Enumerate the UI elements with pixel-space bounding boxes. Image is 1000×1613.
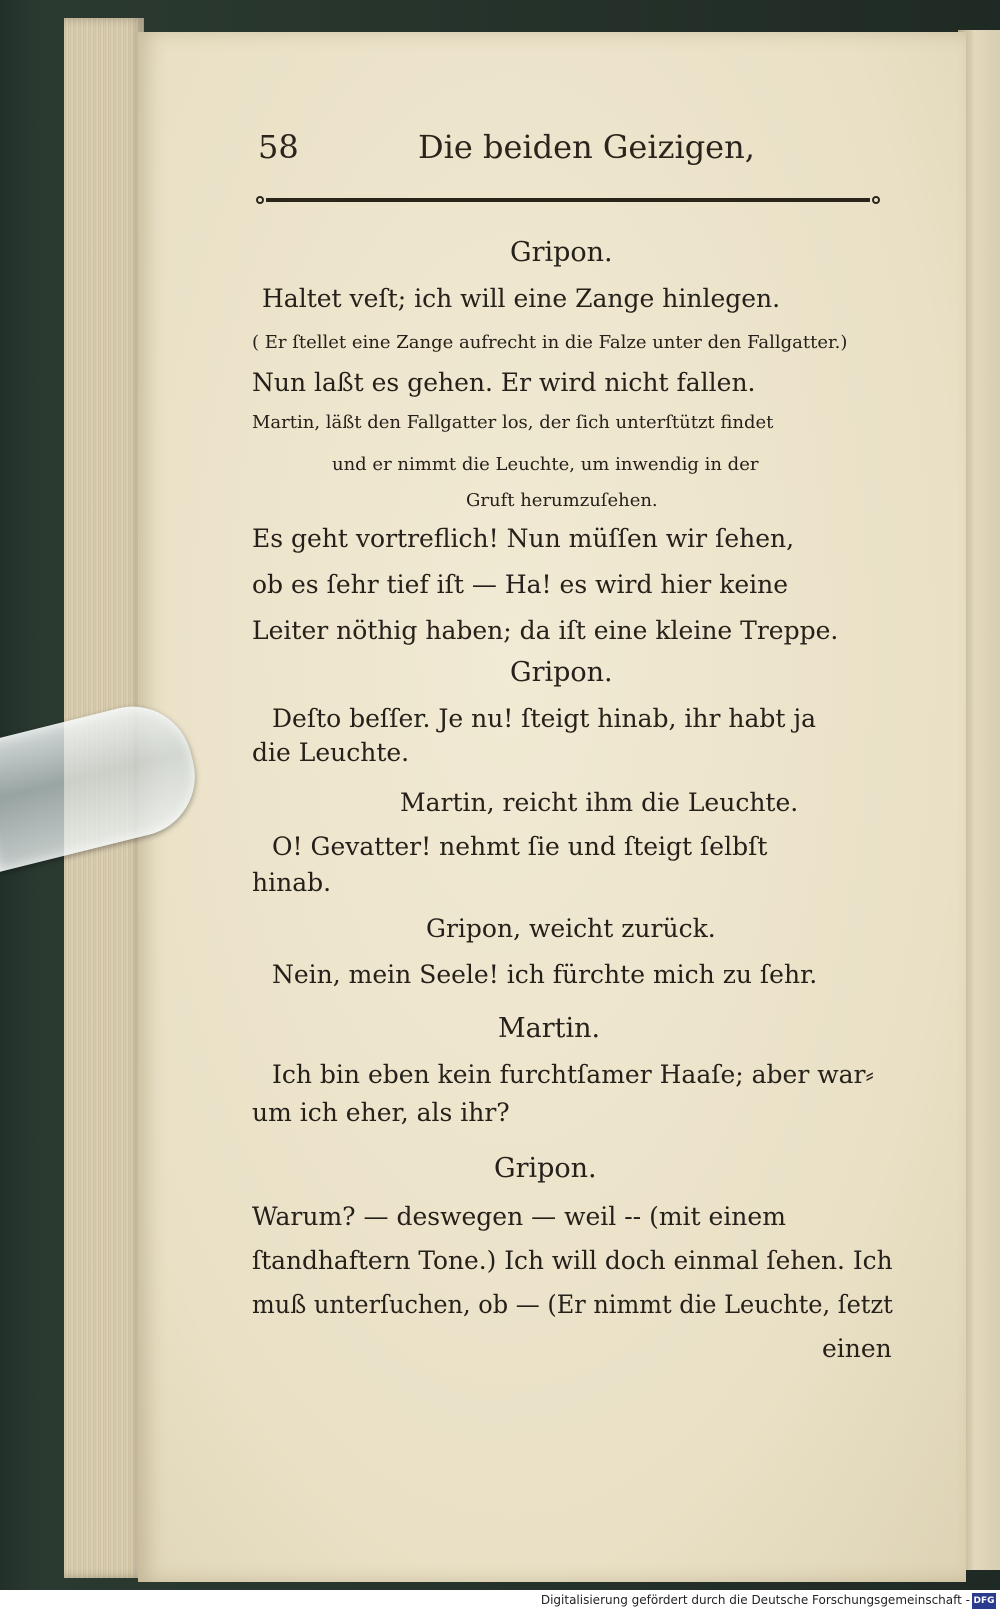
- rule-right-ornament: [872, 196, 880, 204]
- text-line: Warum? — deswegen — weil -- (mit einem: [252, 1202, 786, 1231]
- dfg-logo-icon: DFG: [972, 1593, 996, 1609]
- stage-direction: Gruft herumzuſehen.: [466, 490, 658, 511]
- rule-bar: [266, 198, 870, 202]
- text-line: Haltet veſt; ich will eine Zange hinlegen.: [262, 284, 781, 313]
- text-line: O! Gevatter! nehmt ſie und ſteigt ſelbſt: [272, 832, 768, 861]
- page-number: 58: [258, 128, 299, 166]
- stage-direction: ( Er ſtellet eine Zange aufrecht in die Falze unter den Fallgatter.): [252, 332, 848, 353]
- text-line: muß unterſuchen, ob — (Er nimmt die Leuchte, ſetzt: [252, 1290, 893, 1319]
- header-rule: [256, 196, 880, 204]
- text-line: Nein, mein Seele! ich fürchte mich zu ſehr.: [272, 960, 818, 989]
- text-line: hinab.: [252, 868, 332, 897]
- speaker-heading: Martin.: [498, 1013, 601, 1044]
- footer-credit: Digitalisierung gefördert durch die Deutsche Forschungsgemeinschaft -: [540, 1593, 970, 1607]
- page-header: [258, 128, 878, 178]
- text-line: um ich eher, als ihr?: [252, 1098, 510, 1127]
- text-line: Nun laßt es gehen. Er wird nicht fallen.: [252, 368, 756, 397]
- speaker-heading: Gripon, weicht zurück.: [426, 914, 716, 943]
- speaker-heading: Gripon.: [510, 657, 613, 688]
- text-line: Es geht vortreflich! Nun müſſen wir ſehen,: [252, 524, 795, 553]
- speaker-heading: Martin, reicht ihm die Leuchte.: [400, 788, 799, 817]
- running-head: Die beiden Geizigen,: [418, 128, 755, 166]
- speaker-heading: Gripon.: [510, 237, 613, 268]
- digitization-footer: [0, 1590, 1000, 1613]
- text-line: ob es ſehr tief iſt — Ha! es wird hier keine: [252, 570, 789, 599]
- text-line: ſtandhaftern Tone.) Ich will doch einmal ſehen. Ich: [252, 1246, 893, 1275]
- text-line: Leiter nöthig haben; da iſt eine kleine Treppe.: [252, 616, 839, 645]
- text-line: die Leuchte.: [252, 738, 410, 767]
- text-line: Deſto beſſer. Je nu! ſteigt hinab, ihr habt ja: [272, 704, 817, 733]
- speaker-heading: Gripon.: [494, 1153, 597, 1184]
- catchword: einen: [822, 1334, 892, 1363]
- stage-direction: Martin, läßt den Fallgatter los, der ſich unterſtützt findet: [252, 412, 774, 433]
- rule-left-ornament: [256, 196, 264, 204]
- stage-direction: und er nimmt die Leuchte, um inwendig in der: [332, 454, 759, 475]
- text-line: Ich bin eben kein furchtſamer Haaſe; aber war⸗: [272, 1060, 874, 1089]
